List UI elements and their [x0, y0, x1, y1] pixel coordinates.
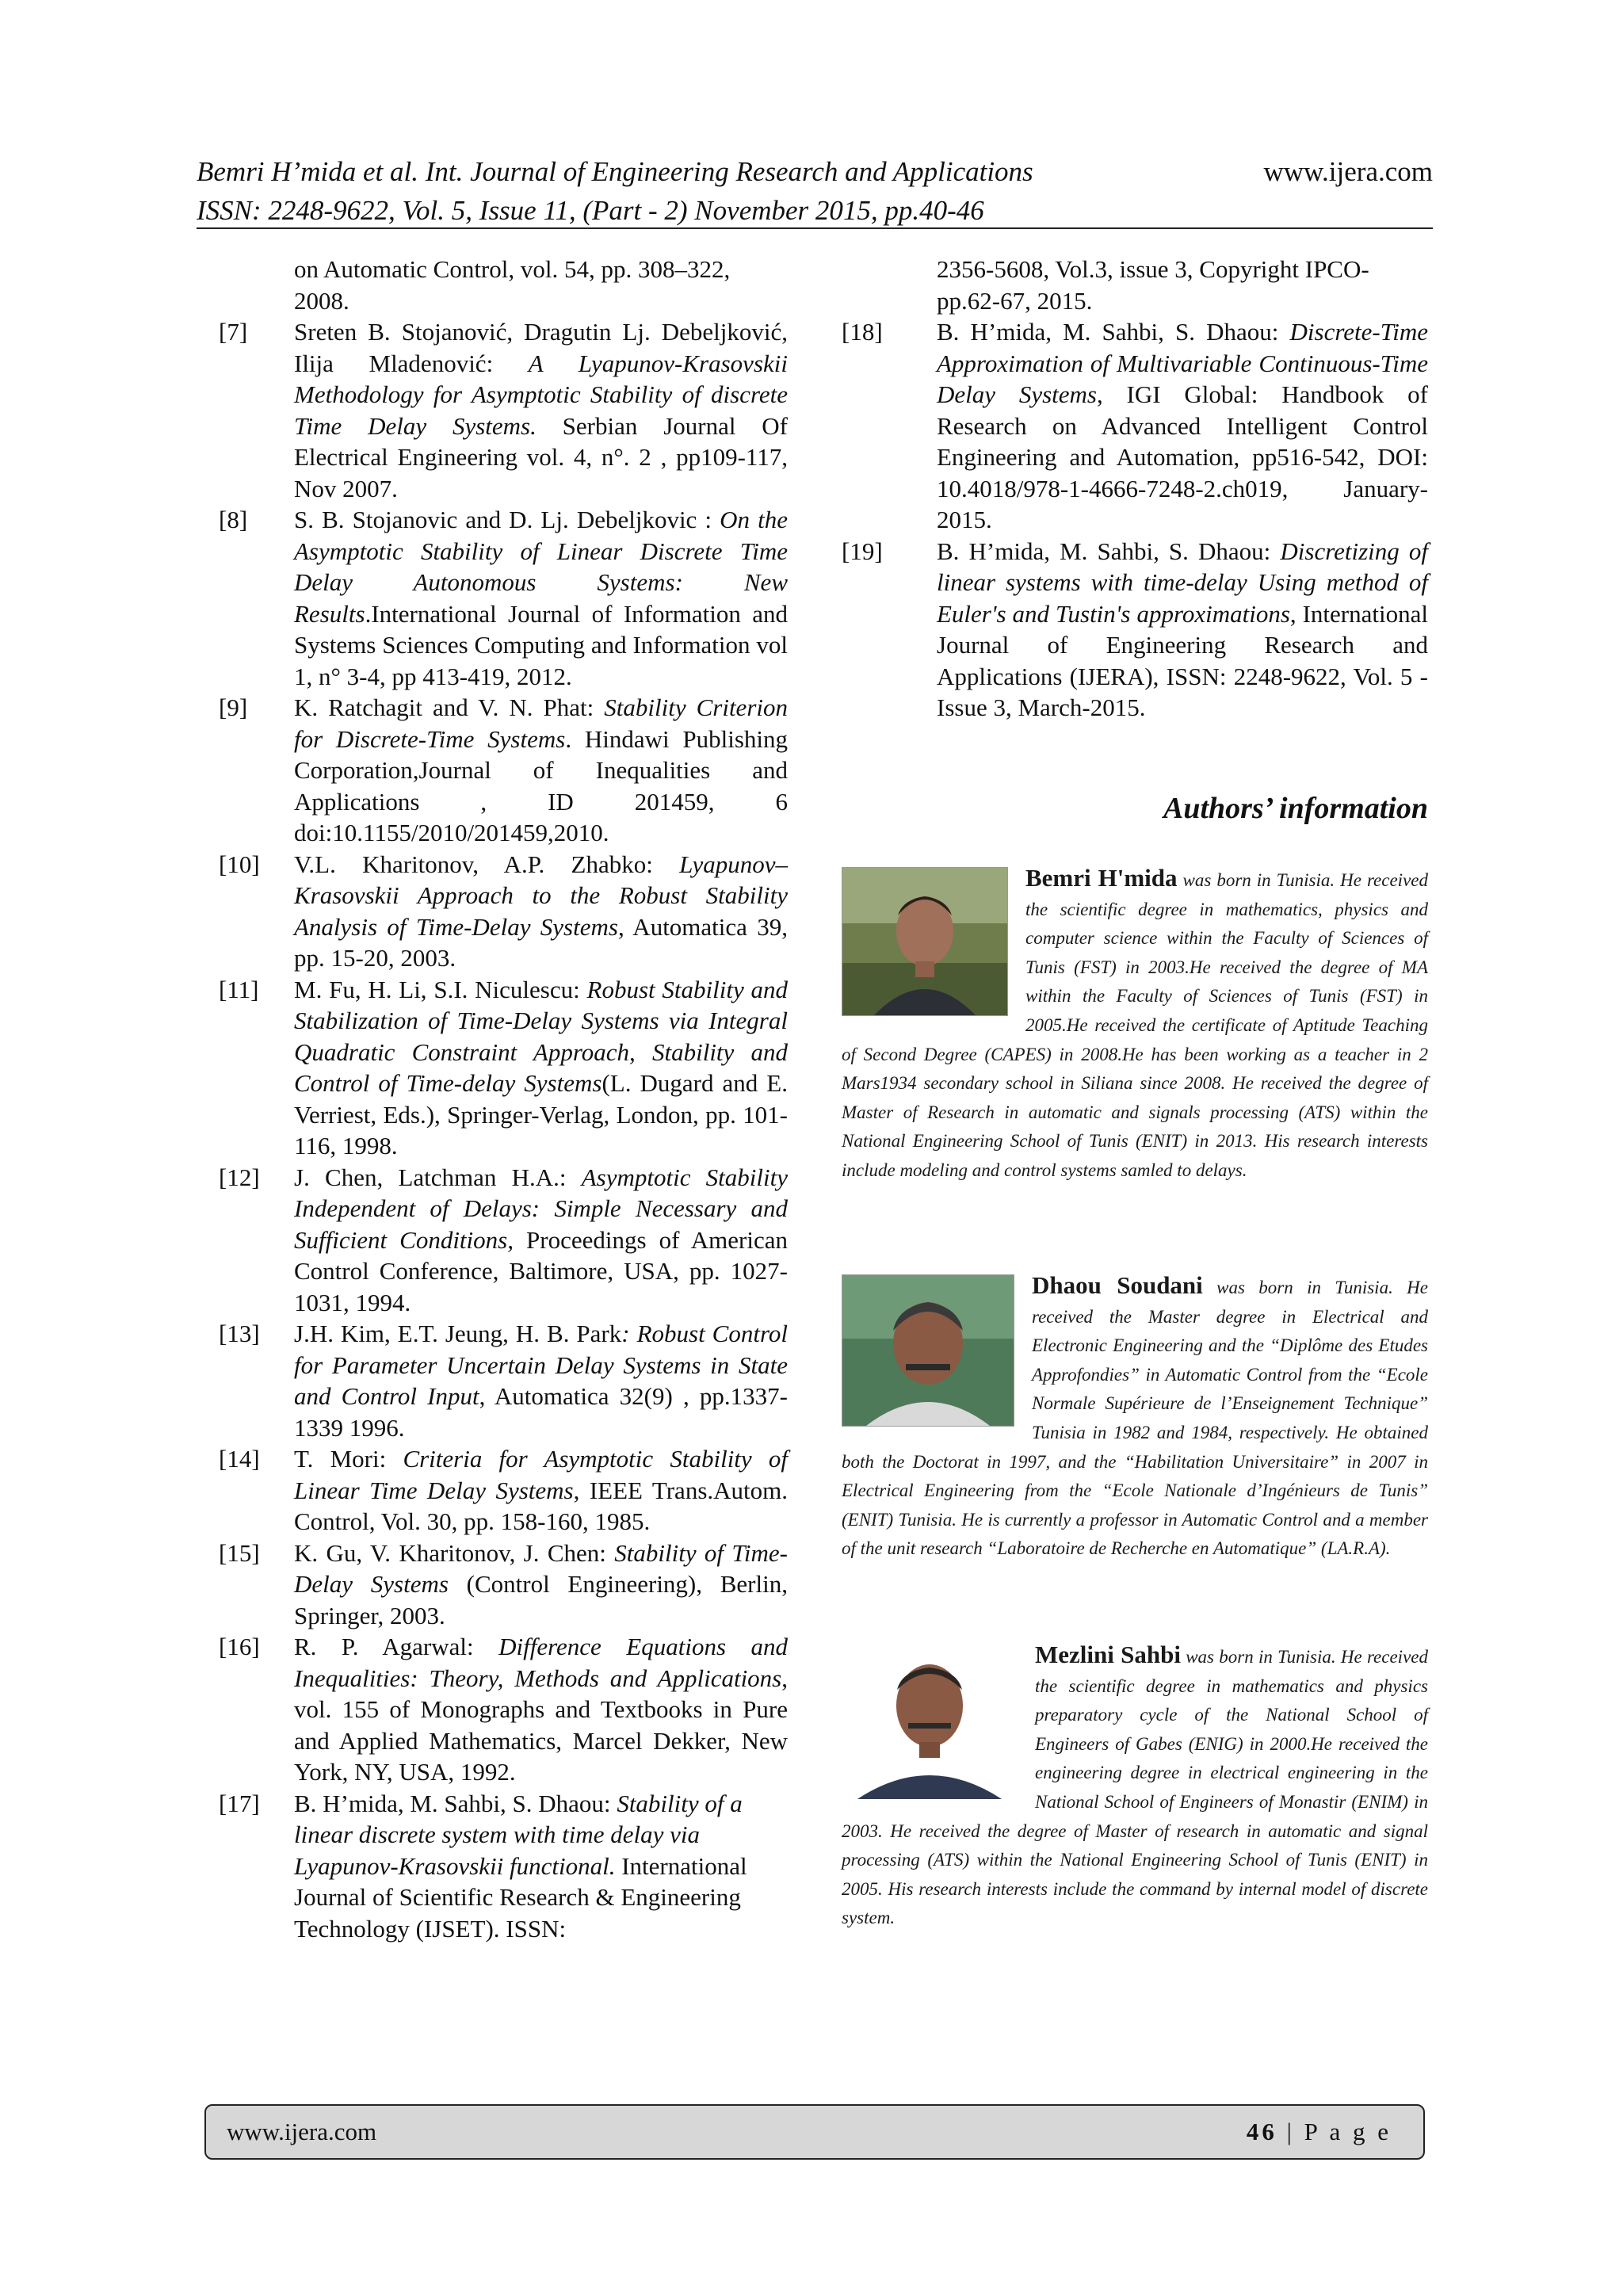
- reference-title: : Robust Control for Parameter Uncertain Delay Systems in State and Control Input: [294, 1320, 788, 1410]
- reference-14: [219, 1443, 788, 1538]
- author-photo: [842, 1644, 1018, 1799]
- reference-source: , Automatica 39, pp. 15-20, 2003.: [294, 912, 788, 972]
- author-photo: [842, 1274, 1014, 1427]
- reference-number: [8]: [219, 506, 248, 533]
- reference-source: (L. Dugard and E. Verriest, Eds.), Springer-Verlag, London, pp. 101-116, 1998.: [294, 1069, 788, 1159]
- journal-website[interactable]: www.ijera.com: [1263, 156, 1433, 187]
- reference-number: [17]: [219, 1789, 260, 1817]
- reference-source: , International Journal of Engineering Research and Applications (IJERA), ISSN: 2248-9622, Vol. 5 -Issue 3, March-2015.: [937, 599, 1428, 721]
- page-label: | P a g e: [1277, 2118, 1392, 2145]
- reference-source: , IGI Global: Handbook of Research on Advanced Intelligent Control Engineering and Automation, pp516-542, DOI: 10.4018/978-1-4666-7248-2.ch019, January-2015.: [937, 380, 1428, 533]
- reference-number: [7]: [219, 318, 248, 346]
- author-name: Dhaou Soudani: [1032, 1271, 1203, 1299]
- reference-12: [219, 1162, 788, 1319]
- reference-number: [18]: [842, 318, 883, 346]
- reference-source: , vol. 155 of Monographs and Textbooks in Pure and Applied Mathematics, Marcel Dekker, New York, NY, USA, 1992.: [294, 1664, 788, 1786]
- reference-authors: J. Chen, Latchman H.A.:: [294, 1163, 582, 1191]
- reference-source: (Control Engineering), Berlin, Springer, 2003.: [294, 1570, 788, 1629]
- author-bio-text: was born in Tunisia. He received the Master degree in Electrical and Electronic Engineering and the “Diplôme des Etudes Approfondies” in Automatic Control from the “Ecole Normale Supérieure de l’Enseignement Technique” Tunisia in 1982 and 1984, respectively. He obtained both the Doctorat in 1997, and the “Habilitation Universitaire” in 2007 in Electrical Engineering from the “Ecole Nationale d’Ingénieurs de Tunis” (ENIT) Tunisia. He is currently a professor in Automatic Control and a member of the unit research “Laboratoire de Recherche en Automatique” (LA.R.A).: [842, 1278, 1428, 1559]
- reference-source: , Automatica 32(9) , pp.1337-1339 1996.: [294, 1382, 788, 1442]
- reference-source: .International Journal of Information and Systems Sciences Computing and Information vol 1, n° 3-4, pp 413-419, 2012.: [294, 599, 788, 690]
- authors-section-title: Authors’ information: [1163, 792, 1428, 825]
- author-bio-text: was born in Tunisia. He received the scientific degree in mathematics and physics preparatory cycle of the National School of Engineers of Gabes (ENIG) in 2000.He received the engineering degree in electrical engineering in the National School of Engineers of Monastir (ENIM) in 2003. He received the degree of Master of research in automatic and signal processing (ATS) within the National Engineering School of Tunis (ENIT) in 2005. His research interests include the command by internal model of discrete system.: [842, 1647, 1428, 1928]
- reference-authors: V.L. Kharitonov, A.P. Zhabko:: [294, 850, 680, 878]
- reference-11: [219, 974, 788, 1162]
- reference-7: [219, 316, 788, 504]
- reference-authors: K. Gu, V. Kharitonov, J. Chen:: [294, 1538, 615, 1567]
- reference-source: , IEEE Trans.Autom. Control, Vol. 30, pp. 158-160, 1985.: [294, 1476, 788, 1535]
- author-name: Bemri H'mida: [1025, 864, 1178, 892]
- reference-authors: B. H’mida, M. Sahbi, S. Dhaou:: [294, 1789, 617, 1817]
- reference-authors: R. P. Agarwal:: [294, 1633, 499, 1660]
- issn-line: ISSN: 2248-9622, Vol. 5, Issue 11, (Part - 2) November 2015, pp.40-46: [197, 195, 984, 226]
- author-bio-hmida: [842, 864, 1428, 1186]
- reference-source: International Journal of Scientific Research & Engineering Technology (IJSET). ISSN:: [294, 1851, 747, 1943]
- reference-number: [13]: [219, 1320, 260, 1347]
- reference-title: Asymptotic Stability Independent of Delays: Simple Necessary and Sufficient Conditions,: [294, 1163, 788, 1254]
- page-number: 46: [1246, 2118, 1277, 2145]
- author-bio-text: was born in Tunisia. He received the scientific degree in mathematics, physics and computer science within the Faculty of Sciences of Tunis (FST) in 2003.He received the degree of MA within the Faculty of Sciences of Tunis (FST) in 2005.He received the certificate of Aptitude Teaching of Second Degree (CAPES) in 2008.He has been working as a teacher in 2 Mars1934 secondary school in Siliana since 2008. He received the degree of Master of Research in automatic and signals processing (ATS) within the National Engineering School of Tunis (ENIT) in 2013. His research interests include modeling and control systems samled to delays.: [842, 870, 1428, 1180]
- reference-15: [219, 1538, 788, 1632]
- reference-10: [219, 849, 788, 974]
- author-name: Mezlini Sahbi: [1035, 1641, 1181, 1668]
- reference-title: Difference Equations and Inequalities: Theory, Methods and Applications: [294, 1633, 788, 1692]
- reference-title: Robust Stability and Stabilization of Time-Delay Systems via Integral Quadratic Constraint Approach, Stability and Control of Time-delay Systems: [294, 975, 788, 1097]
- reference-title: On the Asymptotic Stability of Linear Discrete Time Delay Autonomous Systems: New Results: [294, 506, 789, 628]
- reference-16: [219, 1631, 788, 1788]
- reference-number: [9]: [219, 693, 248, 721]
- reference-authors: B. H’mida, M. Sahbi, S. Dhaou:: [937, 537, 1281, 565]
- reference-19: [842, 536, 1428, 724]
- reference-number: [14]: [219, 1445, 260, 1473]
- page-footer: [204, 2104, 1425, 2160]
- reference-number: [19]: [842, 537, 883, 565]
- reference-17-continuation: pp.62-67, 2015.: [937, 286, 1093, 315]
- reference-17: [219, 1788, 788, 1945]
- reference-18: [842, 316, 1428, 536]
- reference-13: [219, 1318, 788, 1443]
- reference-authors: Sreten B. Stojanović, Dragutin Lj. Debeljković, Ilija Mladenović:: [294, 318, 788, 377]
- reference-source: Serbian Journal Of Electrical Engineering vol. 4, n°. 2 , pp109-117, Nov 2007.: [294, 411, 788, 502]
- reference-title: Discrete-Time Approximation of Multivariable Continuous-Time Delay Systems: [937, 318, 1428, 408]
- reference-6-continuation: on Automatic Control, vol. 54, pp. 308–322,: [294, 255, 731, 283]
- reference-authors: B. H’mida, M. Sahbi, S. Dhaou:: [937, 318, 1290, 346]
- reference-title: A Lyapunov-Krasovskii Methodology for Asymptotic Stability of discrete Time Delay Systems.: [294, 349, 788, 440]
- reference-8: [219, 504, 788, 692]
- author-bio-sahbi: [842, 1641, 1428, 1933]
- reference-number: [16]: [219, 1633, 260, 1660]
- reference-authors: T. Mori:: [294, 1445, 403, 1473]
- references-left-column: [219, 254, 788, 1944]
- page-number-label: [1247, 2118, 1392, 2146]
- reference-6-continuation: 2008.: [294, 286, 349, 315]
- footer-website[interactable]: www.ijera.com: [227, 2118, 377, 2145]
- reference-17-continuation: 2356-5608, Vol.3, issue 3, Copyright IPCO-: [937, 255, 1369, 283]
- reference-title: Discretizing of linear systems with time-delay Using method of Euler's and Tustin's approximations: [937, 537, 1428, 628]
- reference-source: . Hindawi Publishing Corporation,Journal of Inequalities and Applications , ID 201459, 6 doi:10.1155/2010/201459,2010.: [294, 724, 788, 846]
- reference-number: [15]: [219, 1538, 260, 1567]
- reference-number: [11]: [219, 975, 259, 1003]
- reference-source: Proceedings of American Control Conference, Baltimore, USA, pp. 1027-1031, 1994.: [294, 1225, 788, 1316]
- reference-title: Lyapunov–Krasovskii Approach to the Robust Stability Analysis of Time-Delay Systems: [294, 850, 788, 941]
- reference-authors: S. B. Stojanovic and D. Lj. Debeljkovic :: [294, 506, 720, 533]
- reference-authors: J.H. Kim, E.T. Jeung, H. B. Park: [294, 1320, 622, 1347]
- author-bio-soudani: [842, 1271, 1428, 1564]
- reference-authors: M. Fu, H. Li, S.I. Niculescu:: [294, 975, 587, 1003]
- author-photo: [842, 867, 1008, 1016]
- reference-title: Stability Criterion for Discrete-Time Systems: [294, 693, 788, 753]
- reference-title: Criteria for Asymptotic Stability of Linear Time Delay Systems: [294, 1445, 789, 1504]
- reference-authors: K. Ratchagit and V. N. Phat:: [294, 693, 605, 721]
- reference-number: [12]: [219, 1163, 260, 1191]
- reference-9: [219, 692, 788, 849]
- journal-citation: Bemri H’mida et al. Int. Journal of Engineering Research and Applications: [197, 156, 1033, 187]
- running-header: [197, 152, 1433, 230]
- references-right-column: [842, 254, 1428, 724]
- header-divider: [197, 227, 1433, 229]
- reference-title: Stability of a linear discrete system with time delay via Lyapunov-Krasovskii functional.: [294, 1789, 743, 1880]
- reference-title: Stability of Time-Delay Systems: [294, 1538, 788, 1598]
- reference-number: [10]: [219, 850, 260, 878]
